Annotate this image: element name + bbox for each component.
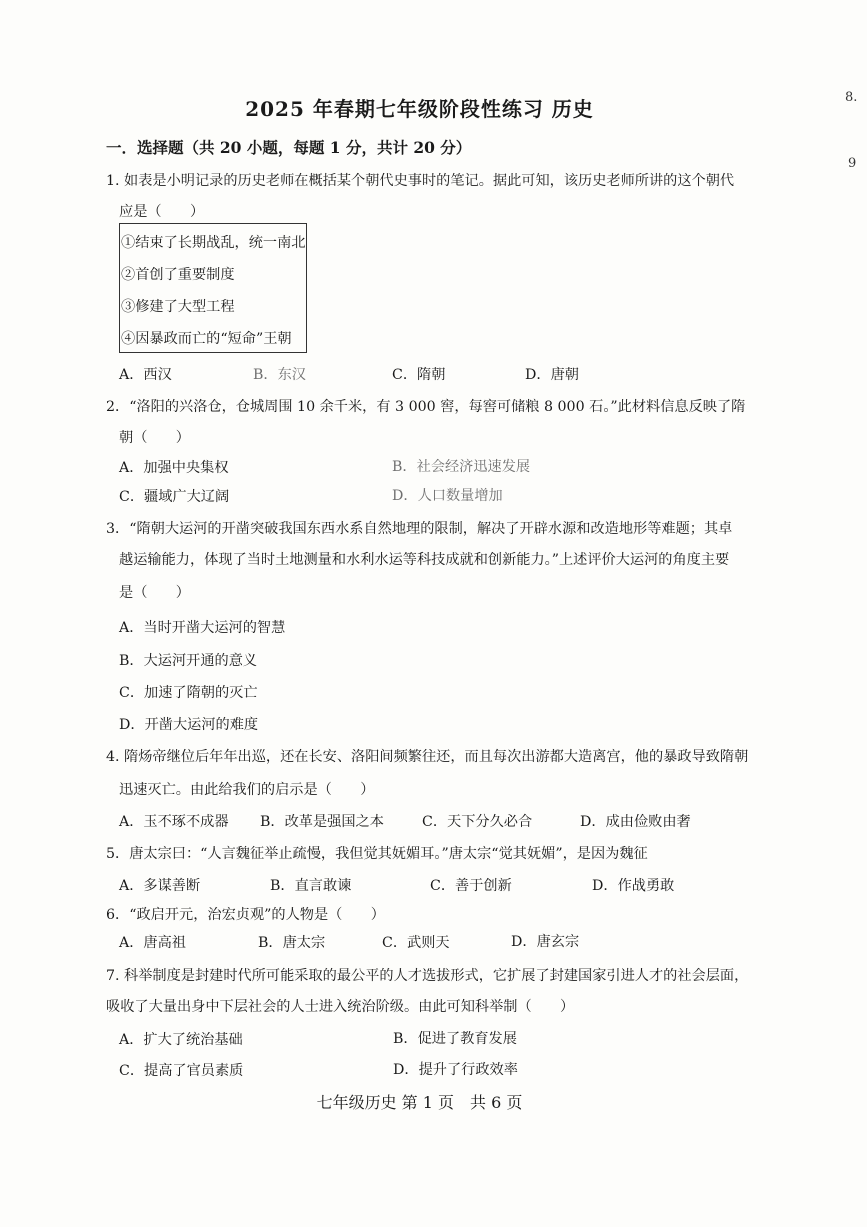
q3-option-c[interactable]: C．加速了隋朝的灭亡: [119, 685, 258, 701]
q4-option-b[interactable]: B．改革是强国之本: [260, 814, 384, 830]
q3-option-a[interactable]: A．当时开凿大运河的智慧: [119, 620, 286, 636]
notes-item-2: ②首创了重要制度: [121, 267, 235, 283]
q7-option-c[interactable]: C．提高了官员素质: [119, 1063, 244, 1079]
q1-option-d[interactable]: D．唐朝: [525, 367, 579, 383]
question-7-stem-line-2: 吸收了大量出身中下层社会的人士进入统治阶级。由此可知科举制（ ）: [106, 999, 575, 1015]
q2-option-c[interactable]: C．疆域广大辽阔: [119, 489, 230, 505]
margin-mark: 8.: [845, 90, 858, 105]
q3-option-b[interactable]: B．大运河开通的意义: [119, 653, 258, 669]
question-7-stem-line-1: 7. 科举制度是封建时代所可能采取的最公平的人才选拔形式，它扩展了封建国家引进人才的社会层面，: [106, 968, 749, 984]
q6-option-d[interactable]: D．唐玄宗: [511, 934, 580, 950]
q6-option-b[interactable]: B．唐太宗: [258, 935, 326, 951]
q1-option-b[interactable]: B．东汉: [253, 367, 306, 383]
page-title: 2025 年春期七年级阶段性练习 历史: [245, 97, 594, 121]
q7-option-b[interactable]: B．促进了教育发展: [393, 1031, 517, 1047]
q6-option-a[interactable]: A．唐高祖: [119, 935, 186, 951]
q1-option-a[interactable]: A．西汉: [119, 367, 172, 383]
question-2-stem-line-1: 2．“洛阳的兴洛仓，仓城周围 10 余千米，有 3 000 窖，每窖可储粮 8 000 石。”此材料信息反映了隋: [106, 399, 746, 415]
question-6-stem: 6．“政启开元，治宏贞观”的人物是（ ）: [106, 907, 385, 923]
q4-option-d[interactable]: D．成由俭败由奢: [580, 814, 691, 830]
q3-option-d[interactable]: D．开凿大运河的难度: [119, 717, 259, 733]
page-footer: 七年级历史 第 1 页 共 6 页: [316, 1093, 523, 1112]
q4-option-a[interactable]: A．玉不琢不成器: [119, 814, 229, 830]
question-4-stem-line-2: 迅速灭亡。由此给我们的启示是（ ）: [119, 782, 375, 798]
question-4-stem-line-1: 4. 隋炀帝继位后年年出巡，还在长安、洛阳间频繁往还，而且每次出游都大造离宫，他的暴政导致隋朝: [106, 749, 749, 765]
question-1-stem-line-2: 应是（ ）: [119, 204, 205, 220]
q4-option-c[interactable]: C．天下分久必合: [422, 814, 533, 830]
question-1-stem-line-1: 1. 如表是小明记录的历史老师在概括某个朝代史事时的笔记。据此可知，该历史老师所讲的这个朝代: [106, 173, 735, 189]
margin-mark: 9: [848, 156, 857, 171]
q2-option-b[interactable]: B．社会经济迅速发展: [392, 459, 531, 475]
question-2-stem-line-2: 朝（ ）: [119, 430, 190, 446]
q2-option-d[interactable]: D．人口数量增加: [392, 488, 503, 504]
q5-option-a[interactable]: A．多谋善断: [119, 878, 201, 894]
question-5-stem: 5．唐太宗曰：“人言魏征举止疏慢，我但觉其妩媚耳。”唐太宗“觉其妩媚”，是因为魏征: [106, 846, 648, 862]
q5-option-c[interactable]: C．善于创新: [430, 878, 512, 894]
section-heading: 一．选择题（共 20 小题，每题 1 分，共计 20 分）: [106, 138, 472, 157]
q5-option-b[interactable]: B．直言敢谏: [270, 878, 352, 894]
question-3-stem-line-3: 是（ ）: [119, 585, 190, 601]
notes-item-3: ③修建了大型工程: [121, 299, 235, 315]
q1-option-c[interactable]: C．隋朝: [392, 367, 446, 383]
q6-option-c[interactable]: C．武则天: [382, 935, 450, 951]
notes-item-4: ④因暴政而亡的“短命”王朝: [121, 331, 292, 347]
q5-option-d[interactable]: D．作战勇敢: [592, 878, 675, 894]
notes-item-1: ①结束了长期战乱，统一南北: [121, 235, 306, 251]
question-3-stem-line-2: 越运输能力，体现了当时土地测量和水利水运等科技成就和创新能力。”上述评价大运河的角度主要: [119, 552, 730, 568]
question-3-stem-line-1: 3．“隋朝大运河的开凿突破我国东西水系自然地理的限制，解决了开辟水源和改造地形等难题；其卓: [106, 521, 733, 537]
q7-option-d[interactable]: D．提升了行政效率: [393, 1062, 518, 1078]
q2-option-a[interactable]: A．加强中央集权: [119, 460, 229, 476]
q7-option-a[interactable]: A．扩大了统治基础: [119, 1032, 243, 1048]
